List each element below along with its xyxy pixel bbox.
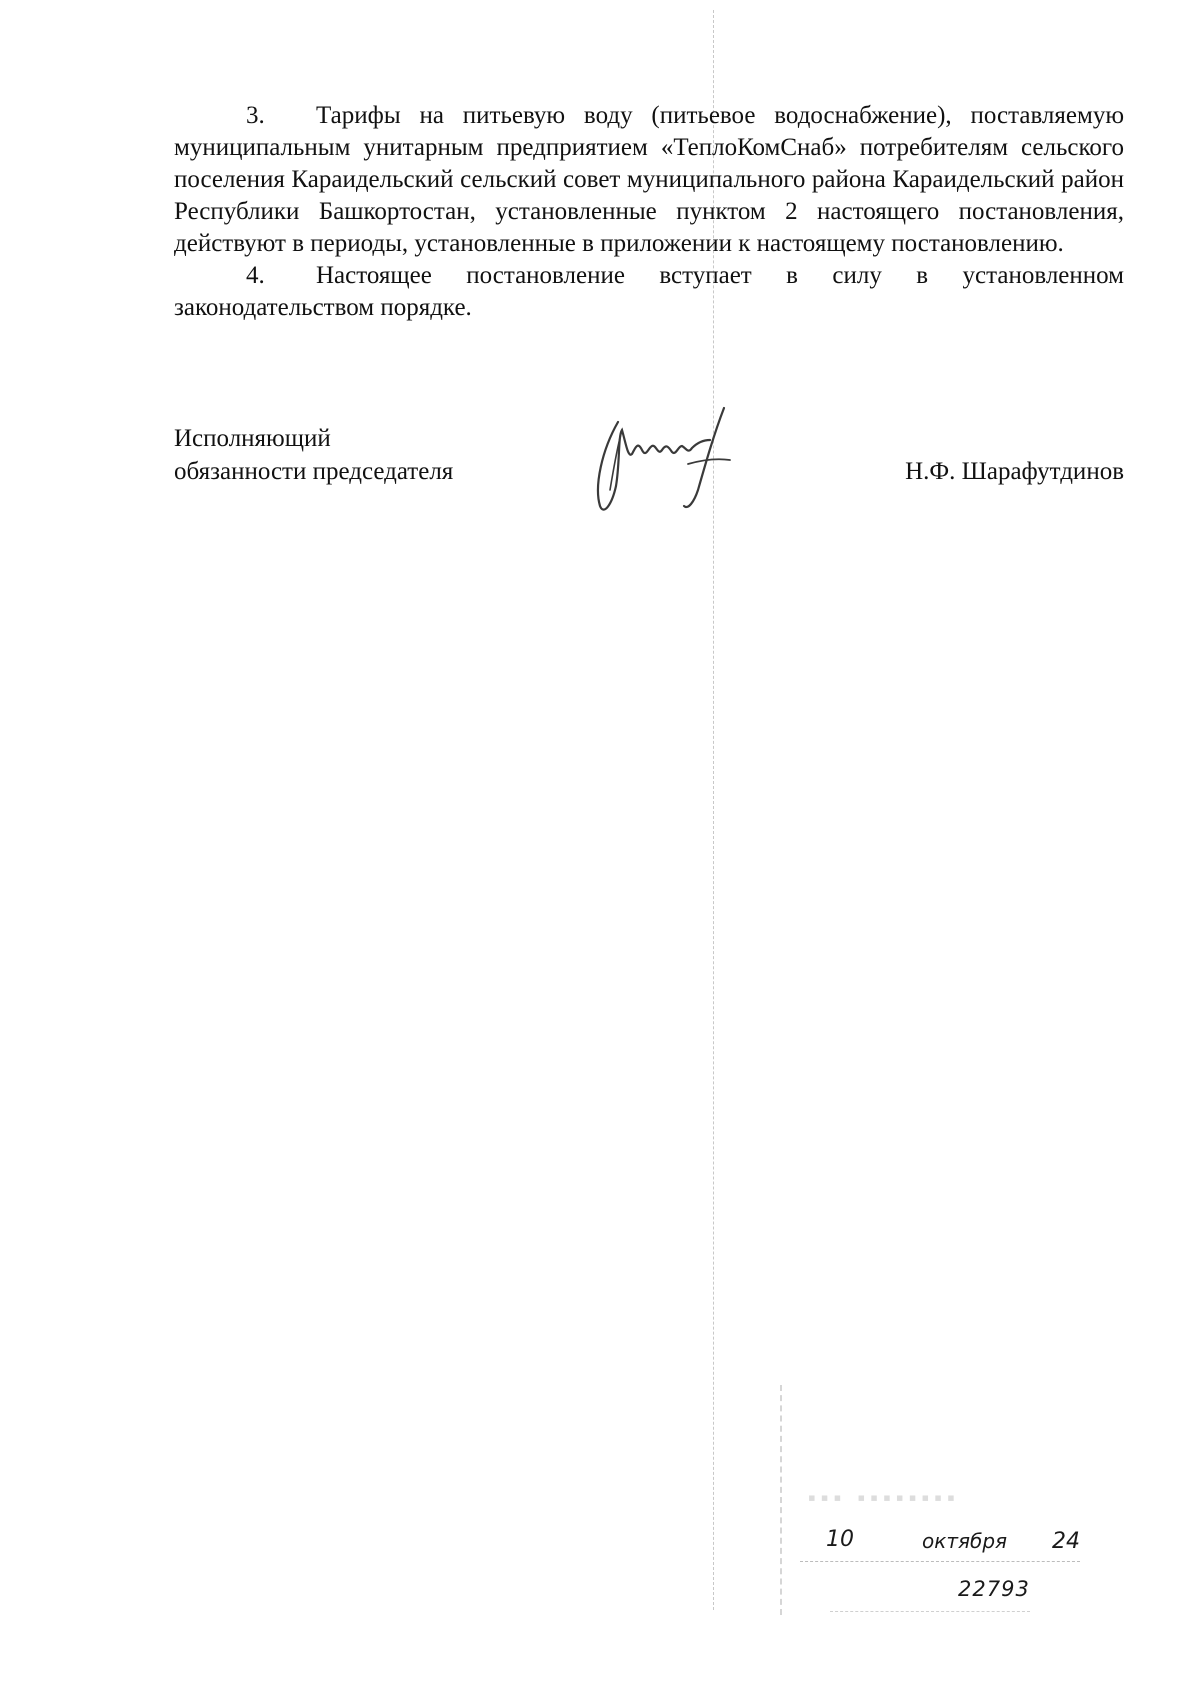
signatory-title bbox=[174, 422, 453, 488]
stamp-faded-text-icon: ▪▪▪ ▪▪▪▪▪▪▪▪ bbox=[808, 1485, 960, 1510]
stamp-year: 24 bbox=[1052, 1529, 1080, 1554]
paragraph-number: 3. bbox=[246, 102, 265, 129]
paragraph-4 bbox=[174, 260, 1124, 324]
stamp-date bbox=[800, 1521, 1080, 1562]
signatory-title-line2: обязанности председателя bbox=[174, 458, 454, 485]
handwritten-signature-icon bbox=[588, 400, 738, 520]
signatory-name: Н.Ф. Шарафутдинов bbox=[905, 458, 1124, 485]
stamp-month: октября bbox=[922, 1529, 1008, 1553]
stamp-number: 22793 bbox=[958, 1577, 1030, 1601]
stamp-day: 10 bbox=[826, 1527, 854, 1552]
document-body bbox=[174, 100, 1124, 324]
stamp-underline bbox=[830, 1611, 1030, 1612]
paragraph-text: Настоящее постановление вступает в силу в установленном законодательством порядке. bbox=[174, 262, 1124, 321]
signatory-title-line1: Исполняющий bbox=[174, 425, 331, 452]
paragraph-3 bbox=[174, 100, 1124, 260]
registration-stamp bbox=[780, 1385, 1130, 1615]
paragraph-number: 4. bbox=[246, 262, 265, 289]
stamp-border bbox=[780, 1385, 783, 1615]
paragraph-text: Тарифы на питьевую воду (питьевое водоснабжение), поставляемую муниципальным унитарным предприятием «ТеплоКомСнаб» потребителям сельского поселения Караидельский сельский совет муниципального района Караидельский район Республики Башкортостан, установленные пунктом 2 настоящего постановления, действуют в периоды, установленные в приложении к настоящему постановлению. bbox=[174, 102, 1124, 257]
